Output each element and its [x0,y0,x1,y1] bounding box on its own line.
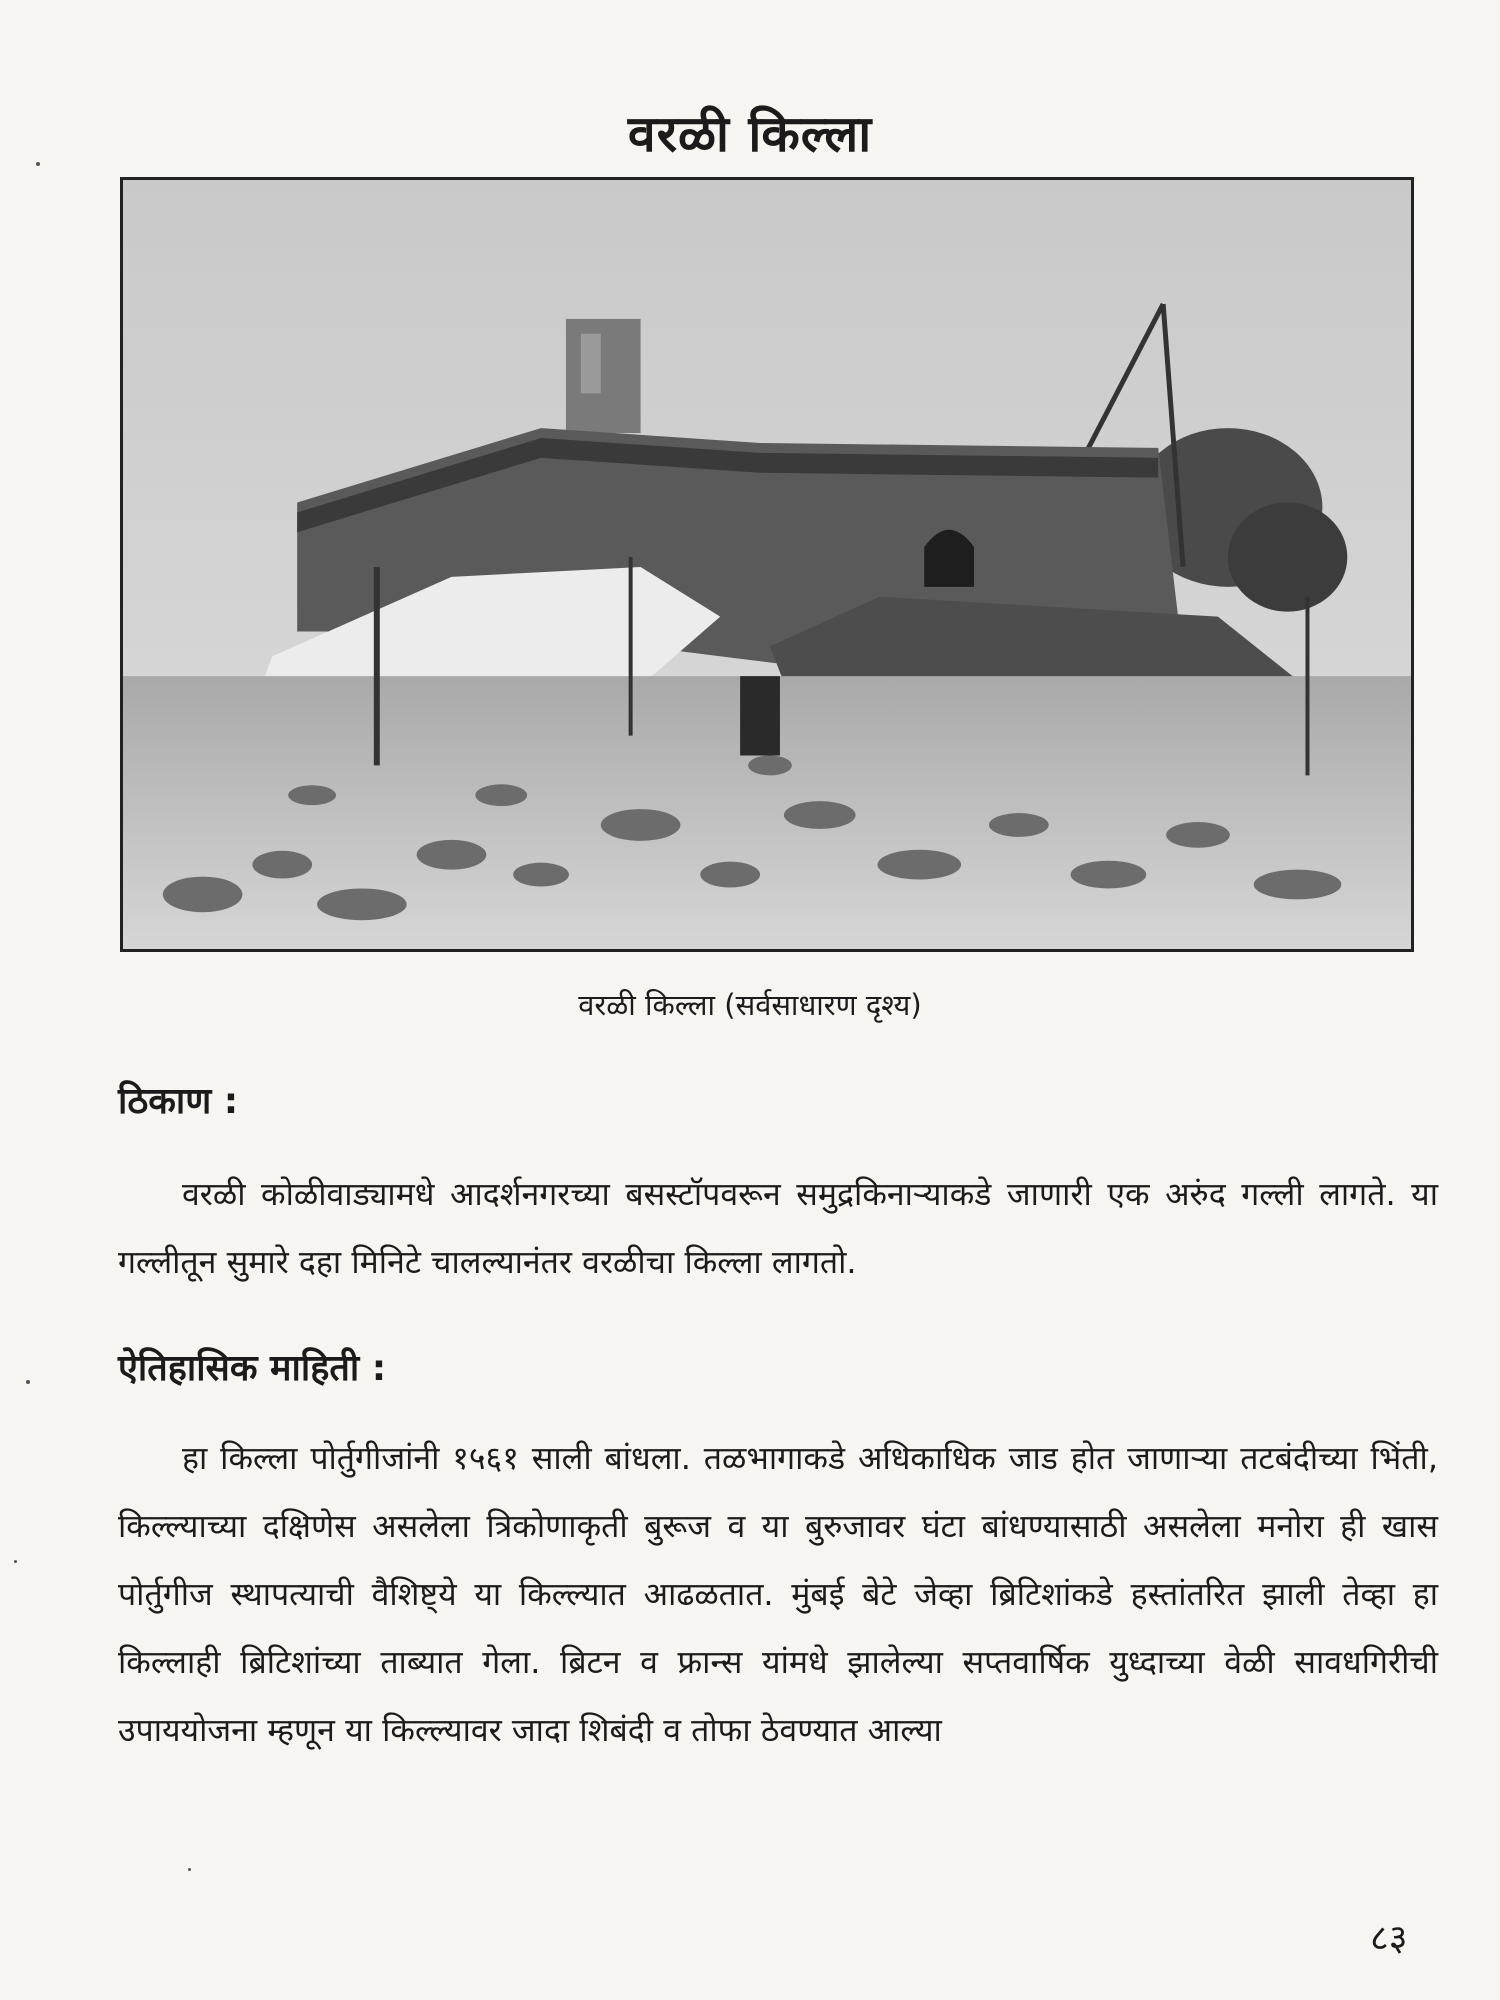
fort-photograph [120,177,1414,952]
scan-speck [36,162,40,166]
page-number: ८३ [1370,1918,1408,1959]
section-body-history: हा किल्ला पोर्तुगीजांनी १५६१ साली बांधला. तळभागाकडे अधिकाधिक जाड होत जाणाऱ्या तटबंदीच्या भिंती, किल्ल्याच्या दक्षिणेस असलेला त्रिकोणाकृती बुरूज व या बुरुजावर घंटा बांधण्यासाठी असलेला मनोरा ही खास पोर्तुगीज स्थापत्याची वैशिष्ट्ये या किल्ल्यात आढळतात. मुंबई बेटे जेव्हा ब्रिटिशांकडे हस्तांतरित झाली तेव्हा हा किल्लाही ब्रिटिशांच्या ताब्यात गेला. ब्रिटन व फ्रान्स यांमधे झालेल्या सप्तवार्षिक युध्दाच्या वेळी सावधगिरीची उपाययोजना म्हणून या किल्ल्यावर जादा शिबंदी व तोफा ठेवण्यात आल्या [118,1439,1438,1749]
page-title: वरळी किल्ला [627,105,873,163]
section-body-location: वरळी कोळीवाड्यामधे आदर्शनगरच्या बसस्टॉपवरून समुद्रकिनाऱ्याकडे जाणारी एक अरुंद गल्ली लागते. या गल्लीतून सुमारे दहा मिनिटे चालल्यानंतर वरळीचा किल्ला लागतो. [118,1175,1438,1281]
scan-speck [26,1380,30,1384]
section-heading-history: ऐतिहासिक माहिती : [118,1348,387,1389]
fort-photo-illustration [123,180,1411,949]
section-heading-location: ठिकाण : [118,1081,239,1122]
scan-speck [14,1560,17,1563]
scan-speck [188,1868,191,1871]
photo-caption: वरळी किल्ला (सर्वसाधारण दृश्य) [578,988,922,1022]
